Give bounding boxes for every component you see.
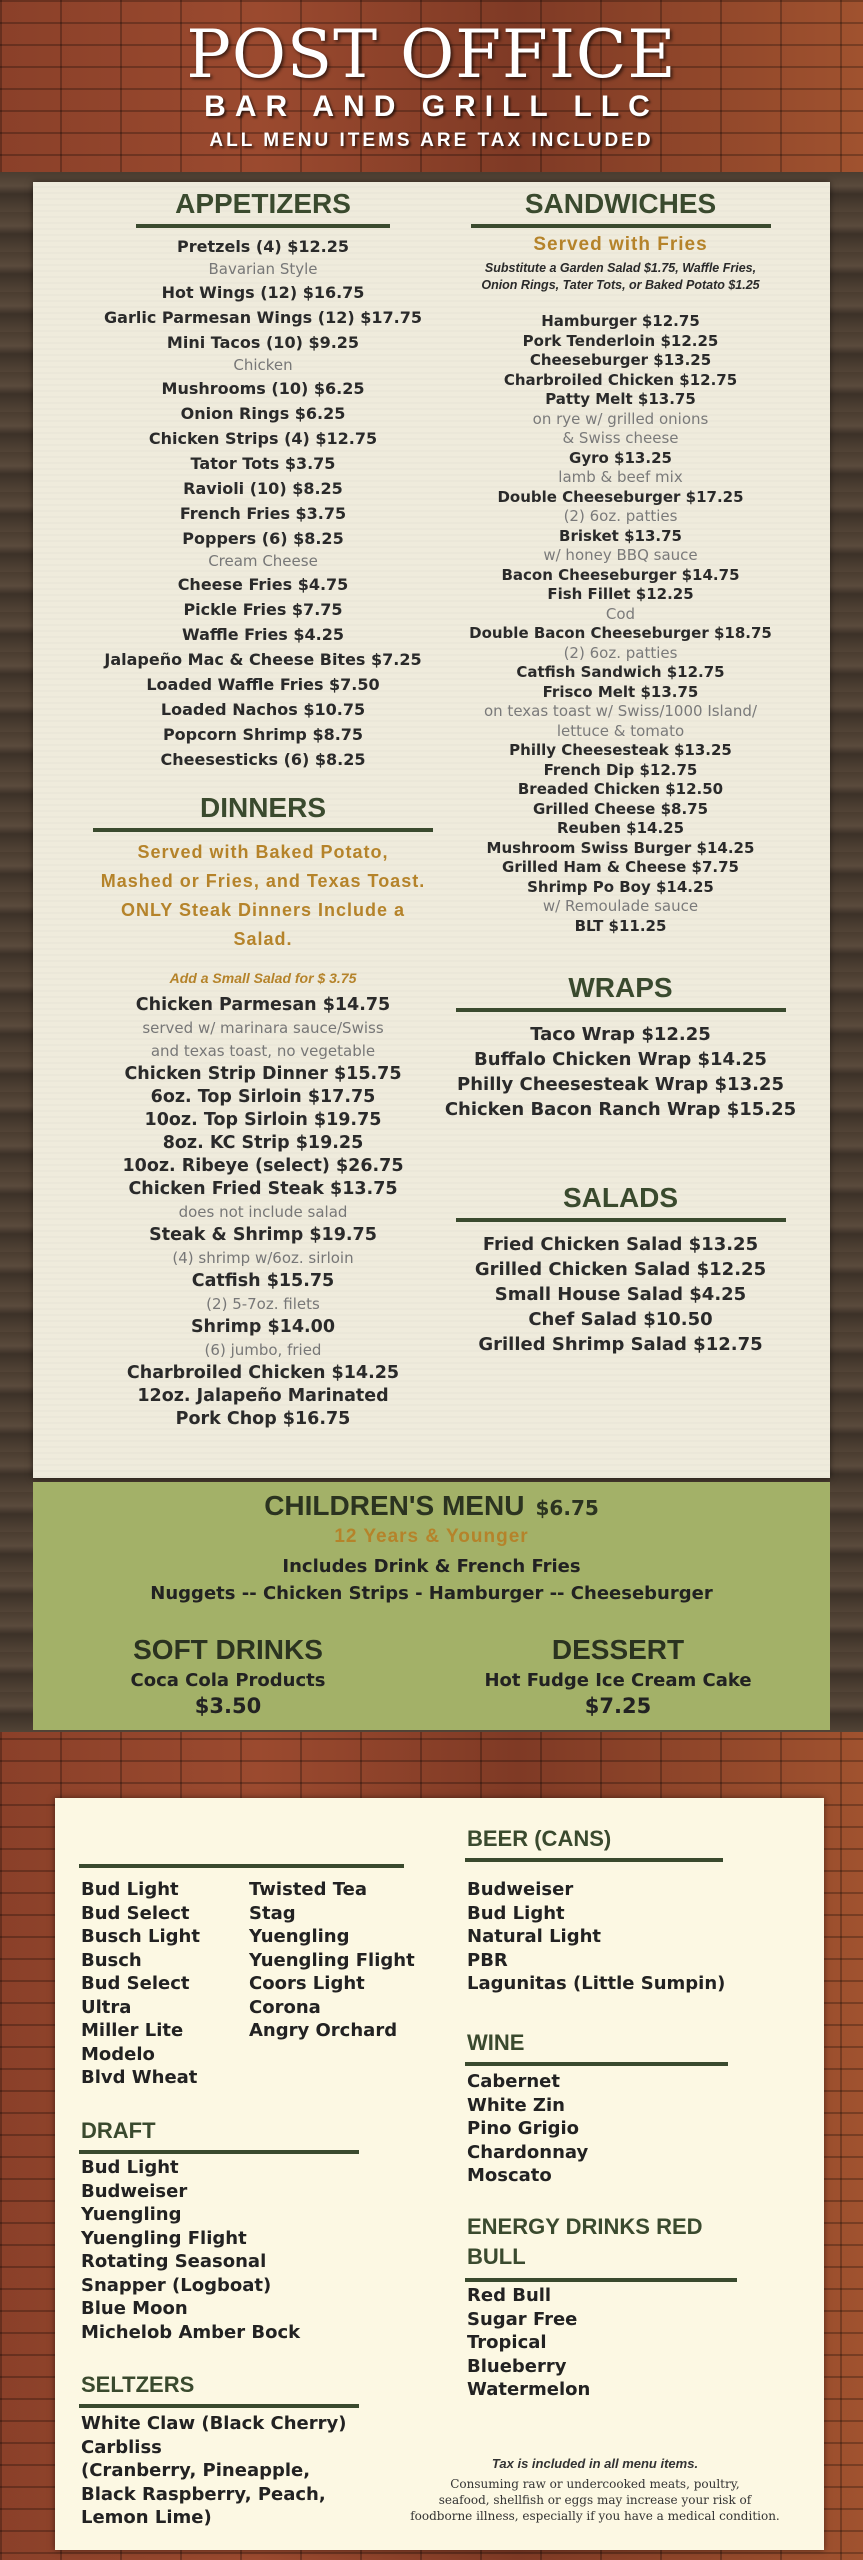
list-item: Cheesesticks (6) $8.25 [160,750,366,769]
list-item: Taco Wrap $12.25 [530,1024,711,1045]
list-item: 10oz. Top Sirloin $19.75 [144,1110,382,1130]
seltzers-title: SELTZERS [81,2372,195,2397]
beer-cans-title: BEER (CANS) [467,1826,612,1851]
right-column [438,182,803,1357]
salads-title: SALADS [456,1182,786,1222]
draft-title: DRAFT [81,2118,156,2143]
list-item-note: (6) jumbo, fried [204,1341,322,1359]
list-item: Onion Rings $6.25 [180,404,346,423]
childrens-options: Nuggets -- Chicken Strips - Hamburger -- Cheeseburger [150,1583,713,1604]
list-item: Shrimp $14.00 [190,1317,336,1337]
seltzers-list [81,2412,346,2530]
list-item: Grilled Chicken Salad $12.25 [474,1259,767,1280]
list-item: Grilled Cheese $8.75 [532,799,709,818]
appetizers-list [93,234,433,772]
dessert-price: $7.25 [584,1694,652,1718]
list-item: Garlic Parmesan Wings (12) $17.75 [104,308,422,327]
soft-drinks-title: SOFT DRINKS [133,1634,323,1665]
restaurant-title: POST OFFICE [186,16,677,93]
seltzers-divider [79,2404,359,2408]
list-item: Poppers (6) $8.25 [182,529,344,548]
list-item-note: lamb & beef mix [558,468,683,486]
list-item: Catfish Sandwich $12.75 [516,663,725,681]
list-item: Philly Cheesesteak Wrap $13.25 [457,1074,784,1095]
list-item-note: and texas toast, no vegetable [150,1042,376,1060]
list-item: Chicken Bacon Ranch Wrap $15.25 [444,1099,797,1120]
list-item: Double Cheeseburger $17.25 [497,487,744,506]
list-item: Modelo [81,2043,155,2065]
childrens-panel [33,1482,830,1730]
list-item: Pickle Fries $7.75 [183,600,343,619]
list-item: Buffalo Chicken Wrap $14.25 [474,1049,767,1070]
childrens-heading [33,1490,830,1522]
sandwiches-title: SANDWICHES [471,188,771,228]
list-item: Sugar Free [467,2308,578,2330]
list-item: Moscato [467,2165,552,2186]
list-item: Double Bacon Cheeseburger $18.75 [469,624,772,642]
list-item: Mushroom Swiss Burger $14.25 [486,838,755,857]
energy-list [467,2284,590,2402]
list-item: Chicken Strips (4) $12.75 [148,429,378,448]
header [0,0,863,172]
bottles-divider [79,1864,404,1868]
energy-title [467,2212,703,2272]
list-item: Cheeseburger $13.25 [529,351,712,369]
list-item: Hamburger $12.75 [541,312,700,330]
list-item-note: w/ Remoulade sauce [542,897,699,915]
list-item: Loaded Waffle Fries $7.50 [146,675,380,694]
add-salad-note: Add a Small Salad for $ 3.75 [169,970,357,986]
list-item: Bacon Cheeseburger $14.75 [501,565,740,584]
list-item: Cheese Fries $4.75 [177,575,349,594]
food-menu-panel [33,182,830,1478]
list-item: Pretzels (4) $12.25 [177,237,349,256]
list-item: Chicken Parmesan $14.75 [135,995,391,1015]
list-item: Angry Orchard [249,2020,398,2041]
list-item-note: on rye w/ grilled onions [532,409,709,428]
list-item-note: does not include salad [178,1203,348,1221]
list-item: Waffle Fries $4.25 [182,625,344,644]
list-item-note: (2) 6oz. patties [563,507,678,525]
soft-drinks-desc: Coca Cola Products [130,1670,326,1691]
list-item: Chardonnay [467,2141,589,2163]
list-item: Yuengling Flight [81,2227,247,2249]
list-item: Natural Light [467,1926,602,1947]
list-item: Small House Salad $4.25 [494,1284,747,1305]
list-item: Steak & Shrimp $19.75 [149,1225,377,1245]
draft-divider [79,2150,359,2154]
list-item: Grilled Shrimp Salad $12.75 [478,1334,763,1355]
list-item: Lemon Lime) [81,2507,212,2528]
list-item: Corona [249,1996,321,2018]
dinners-list [93,994,433,1431]
list-item: Stag [249,1902,296,1924]
bottles-col-1 [81,1878,200,2090]
childrens-title: CHILDREN'S MENU [264,1490,525,1521]
substitute-line: Onion Rings, Tater Tots, or Baked Potato $1.25 [481,278,760,292]
list-item: Mushrooms (10) $6.25 [161,379,365,398]
list-item: Bud Select [81,1902,190,1924]
list-item-note: w/ honey BBQ sauce [543,546,698,564]
soft-drinks-section [93,1634,363,1718]
list-item: Budweiser [467,1879,574,1900]
list-item: Blue Moon [81,2298,188,2319]
list-item: Jalapeño Mac & Cheese Bites $7.25 [104,650,422,669]
list-item-note: Cream Cheese [208,552,318,570]
list-item: Bud Select [81,1973,190,1994]
list-item: Budweiser [81,2180,188,2202]
list-item: Twisted Tea [249,1879,368,1900]
wraps-title: WRAPS [456,972,786,1012]
dinners-subtitle-line: Mashed or Fries, and Texas Toast. [100,871,426,891]
list-item: French Dip $12.75 [543,760,698,779]
list-item: Loaded Nachos $10.75 [160,700,366,719]
list-item: Pork Chop $16.75 [175,1409,351,1429]
tax-note: Tax is included in all menu items. [491,2456,699,2471]
list-item: Bud Light [81,1879,179,1900]
list-item: 12oz. Jalapeño Marinated [137,1386,389,1406]
bottles-col-2 [249,1878,415,2043]
list-item: BLT $11.25 [574,916,667,935]
dessert-desc: Hot Fudge Ice Cream Cake [484,1670,752,1691]
dinners-subtitle [93,838,433,954]
sandwiches-substitute [438,260,803,294]
dinners-subtitle-line: Served with Baked Potato, [137,842,389,862]
list-item: Chef Salad $10.50 [528,1309,713,1330]
list-item: 10oz. Ribeye (select) $26.75 [122,1156,404,1176]
drinks-panel [55,1798,824,2550]
wine-list [467,2070,588,2188]
list-item: Grilled Ham & Cheese $7.75 [502,858,739,876]
warning-line: seafood, shellfish or eggs may increase your risk of [438,2493,752,2507]
list-item: Charbroiled Chicken $12.75 [503,370,738,389]
list-item: Popcorn Shrimp $8.75 [162,725,364,744]
list-item: Ultra [81,1996,132,2018]
list-item: Chicken Strip Dinner $15.75 [124,1064,402,1084]
list-item: White Claw (Black Cherry) [81,2413,347,2434]
list-item: Yuengling Flight [249,1949,415,1971]
warning-line: foodborne illness, especially if you have a medical condition. [410,2509,780,2523]
list-item-note: lettuce & tomato [556,721,685,740]
list-item: Blueberry [467,2355,567,2377]
sandwiches-list [438,312,803,936]
list-item: Reuben $14.25 [556,819,685,837]
childrens-price: $6.75 [535,1496,599,1520]
beer-cans-list [467,1878,725,1996]
list-item-note: Chicken [233,356,293,374]
list-item: Snapper (Logboat) [81,2274,272,2296]
list-item: Black Raspberry, Peach, [81,2483,326,2505]
list-item: Bud Light [81,2157,179,2178]
list-item: Fish Fillet $12.25 [547,585,694,603]
list-item-note: Cod [605,604,636,623]
list-item-note: (2) 5-7oz. filets [206,1295,320,1313]
list-item: Gyro $13.25 [569,448,672,467]
list-item: Blvd Wheat [81,2067,198,2088]
list-item: Hot Wings (12) $16.75 [161,283,365,302]
restaurant-subtitle: BAR AND GRILL LLC [204,90,659,123]
list-item: Patty Melt $13.75 [545,390,696,408]
list-item-note: on texas toast w/ Swiss/1000 Island/ [483,702,758,720]
list-item-note: (4) shrimp w/6oz. sirloin [172,1249,354,1267]
warning-line: Consuming raw or undercooked meats, poultry, [450,2477,740,2491]
list-item: Ravioli (10) $8.25 [183,479,343,498]
list-item: Shrimp Po Boy $14.25 [527,877,714,896]
list-item: Catfish $15.75 [191,1271,335,1291]
list-item: Lagunitas (Little Sumpin) [467,1973,726,1994]
list-item: Fried Chicken Salad $13.25 [482,1234,759,1255]
substitute-line: Substitute a Garden Salad $1.75, Waffle Fries, [484,261,757,275]
list-item: (Cranberry, Pineapple, [81,2460,311,2481]
list-item: Frisco Melt $13.75 [542,682,699,701]
salads-list [438,1232,803,1357]
list-item: Brisket $13.75 [559,526,682,545]
list-item: Chicken Fried Steak $13.75 [128,1179,398,1199]
list-item: Pino Grigio [467,2118,580,2139]
wine-title: WINE [467,2030,525,2055]
list-item: Tropical [467,2332,547,2353]
list-item: Tator Tots $3.75 [190,454,336,473]
list-item-note: Bavarian Style [208,260,318,278]
list-item: Yuengling [81,2204,182,2225]
childrens-age: 12 Years & Younger [334,1526,529,1547]
energy-divider [465,2278,737,2282]
draft-list [81,2156,300,2344]
list-item: Charbroiled Chicken $14.25 [126,1363,400,1383]
beer-cans-divider [465,1858,723,1862]
dinners-subtitle-line: ONLY Steak Dinners Include a Salad. [120,900,406,949]
energy-title-line: BULL [467,2244,526,2269]
list-item: French Fries $3.75 [179,504,347,523]
list-item: Bud Light [467,1902,565,1924]
list-item: Red Bull [467,2285,552,2306]
dinners-title: DINNERS [93,792,433,832]
dessert-title: DESSERT [551,1634,685,1665]
appetizers-title: APPETIZERS [136,188,390,228]
list-item: Carbliss [81,2436,162,2458]
list-item: Mini Tacos (10) $9.25 [166,333,360,352]
list-item: Pork Tenderloin $12.25 [522,331,719,350]
list-item: PBR [467,1949,508,1971]
list-item: Michelob Amber Bock [81,2321,301,2343]
list-item: Busch [81,1949,142,1971]
list-item-note: (2) 6oz. patties [563,643,678,662]
dessert-section [463,1634,773,1718]
list-item: Busch Light [81,1926,200,1947]
list-item: White Zin [467,2094,565,2116]
list-item: 8oz. KC Strip $19.25 [162,1133,364,1153]
childrens-includes: Includes Drink & French Fries [282,1556,581,1577]
sandwiches-served: Served with Fries [533,234,708,255]
wraps-list [438,1022,803,1122]
list-item: Coors Light [249,1973,365,1994]
list-item: Philly Cheesesteak $13.25 [509,741,732,759]
list-item-note: served w/ marinara sauce/Swiss [142,1019,384,1037]
energy-title-line: ENERGY DRINKS RED [467,2214,703,2239]
list-item: Breaded Chicken $12.50 [517,780,724,798]
wine-divider [465,2062,728,2066]
list-item: 6oz. Top Sirloin $17.75 [150,1087,376,1107]
soft-drinks-price: $3.50 [194,1694,262,1718]
list-item: Cabernet [467,2071,560,2092]
list-item-note: & Swiss cheese [562,429,679,447]
list-item: Rotating Seasonal [81,2251,267,2272]
list-item: Miller Lite [81,2020,184,2041]
tax-tagline: ALL MENU ITEMS ARE TAX INCLUDED [209,130,654,151]
left-column [93,182,433,1431]
list-item: Yuengling [249,1926,350,1947]
footer-notice [405,2456,785,2524]
list-item: Watermelon [467,2379,591,2400]
